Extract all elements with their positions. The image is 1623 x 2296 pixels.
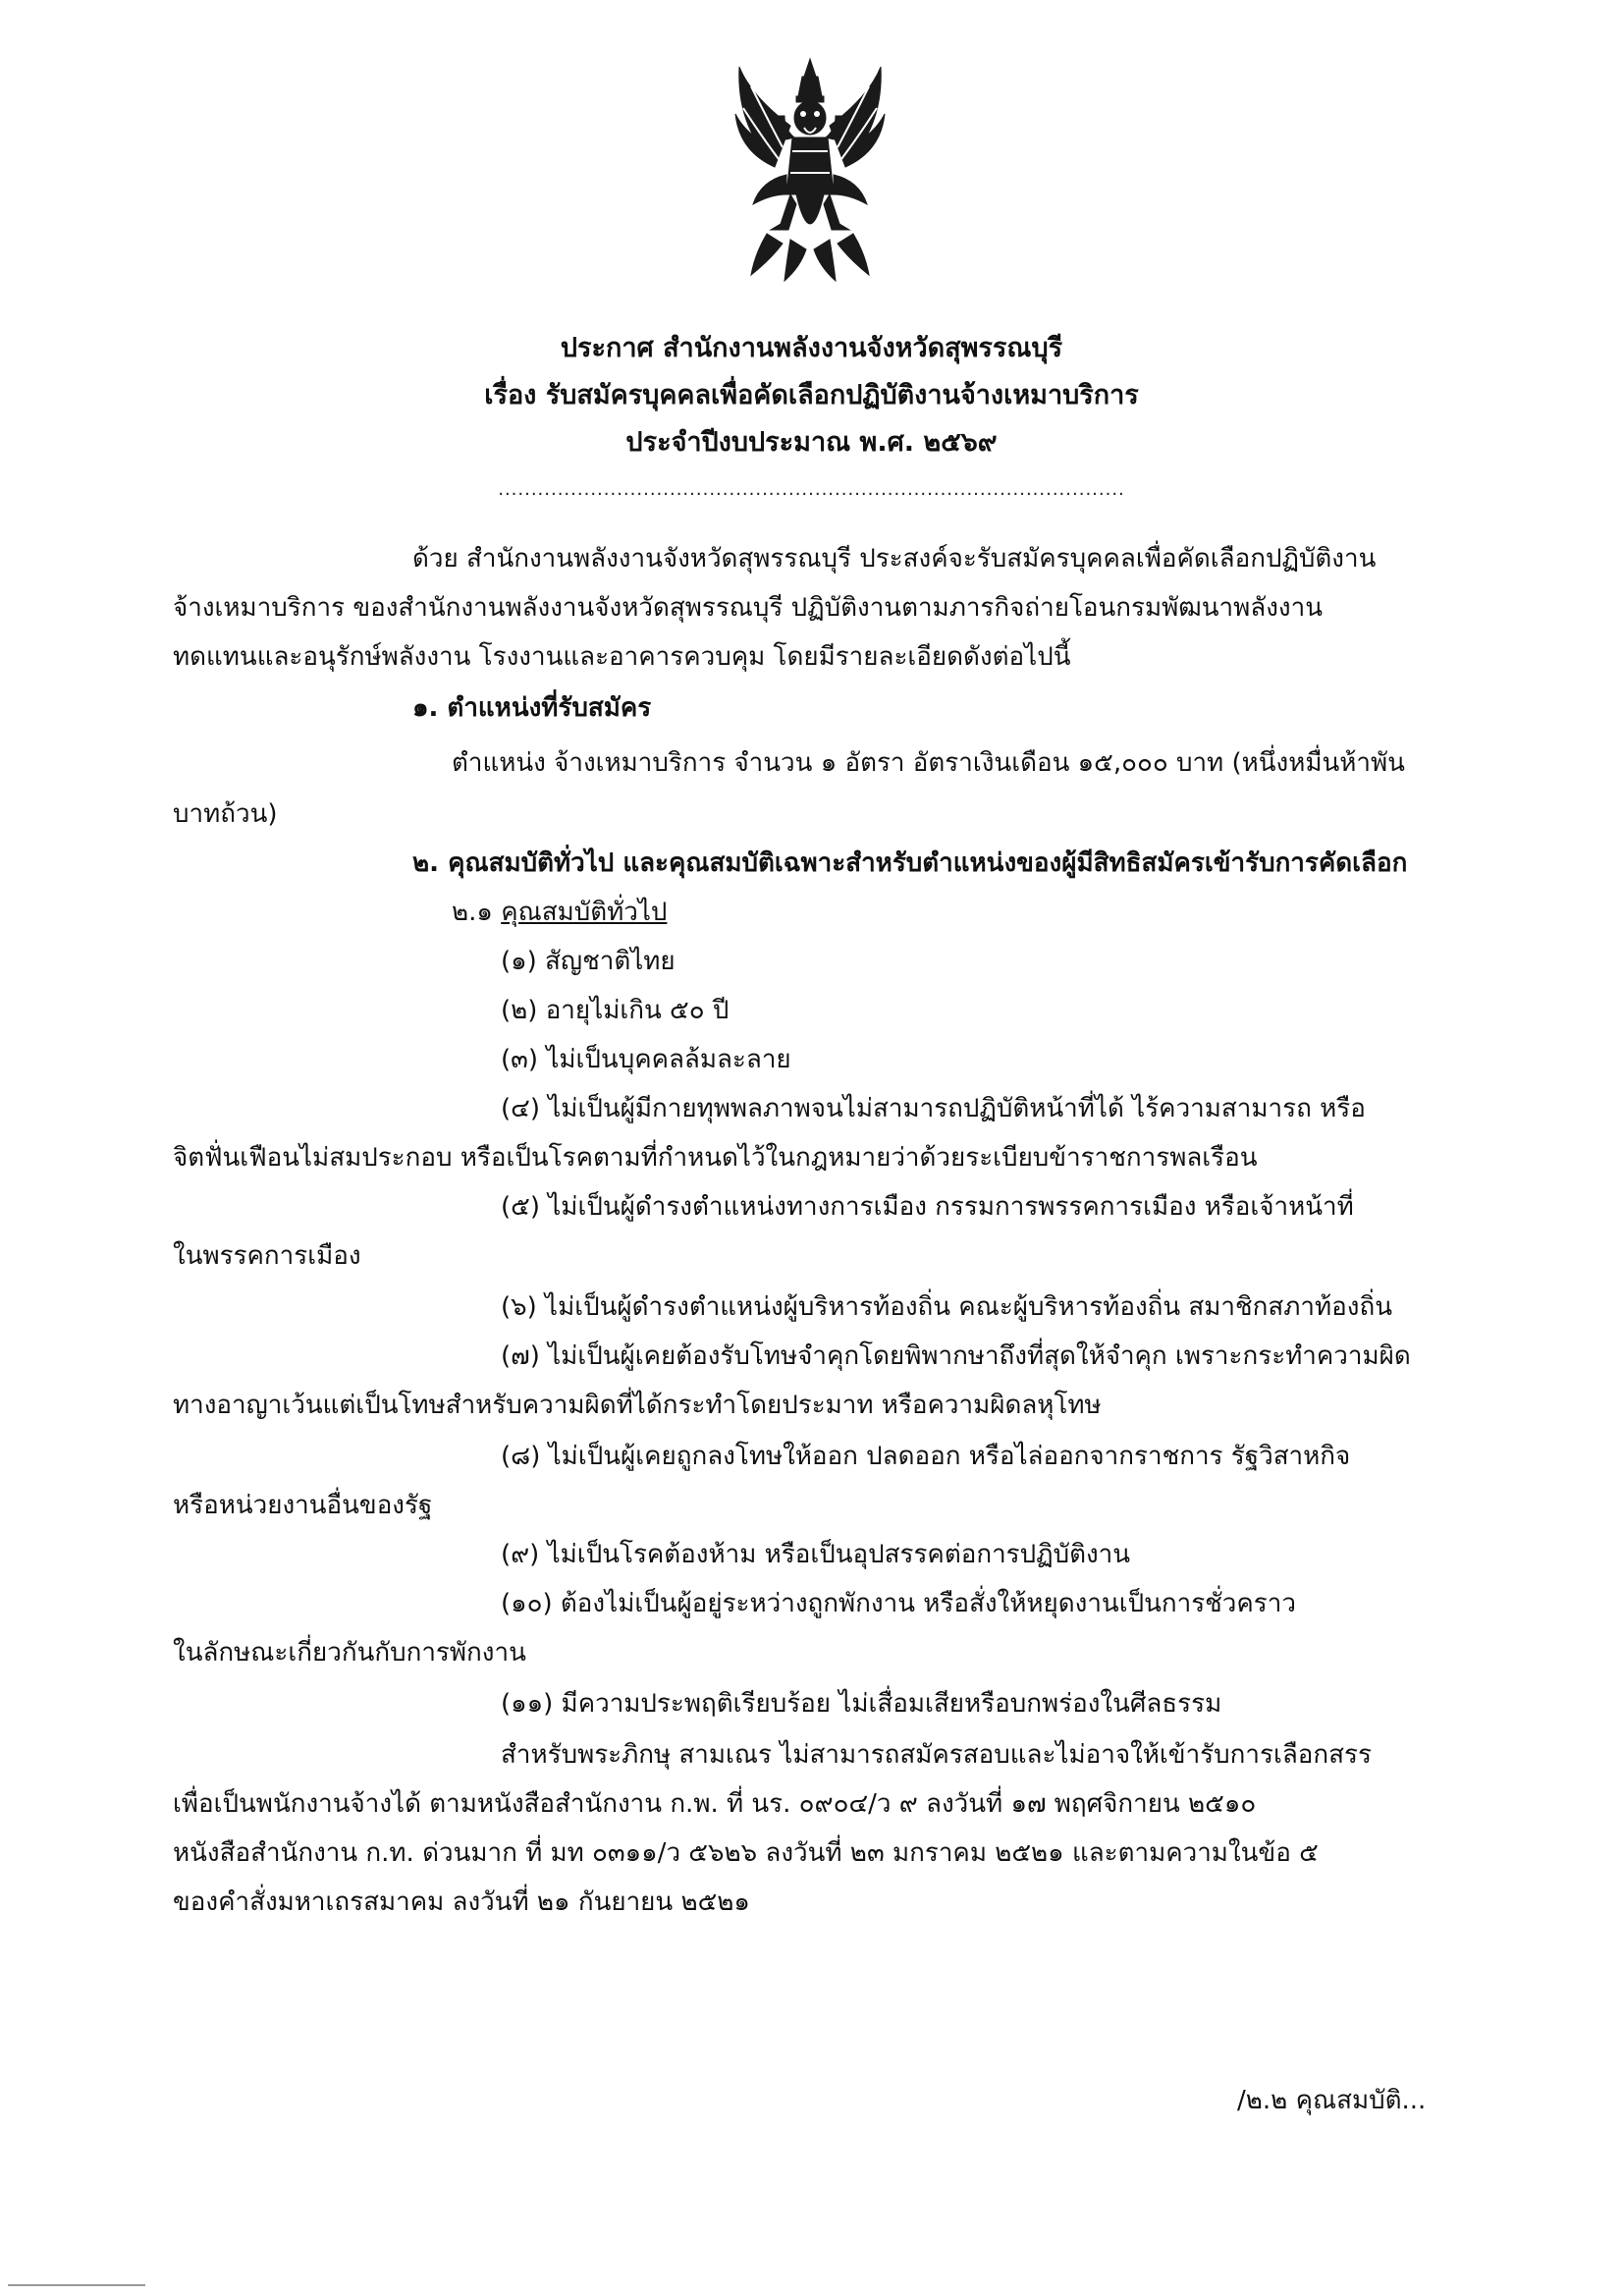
intro-line-1: ด้วย สำนักงานพลังงานจังหวัดสุพรรณบุรี ประสงค์จะรับสมัครบุคคลเพื่อคัดเลือกปฏิบัติงาน [412,544,1377,574]
qualification-item-6: (๖) ไม่เป็นผู้ดำรงตำแหน่งผู้บริหารท้องถิ่น คณะผู้บริหารท้องถิ่น สมาชิกสภาท้องถิ่น [501,1292,1392,1322]
qualification-item-5-cont: ในพรรคการเมือง [173,1241,361,1271]
qualification-item-5: (๕) ไม่เป็นผู้ดำรงตำแหน่งทางการเมือง กรรมการพรรคการเมือง หรือเจ้าหน้าที่ [501,1192,1354,1222]
monk-note-line-2: เพื่อเป็นพนักงานจ้างได้ ตามหนังสือสำนักงาน ก.พ. ที่ นร. ๐๙๐๔/ว ๙ ลงวันที่ ๑๗ พฤศจิกายน ๒๕๑๐ [173,1789,1257,1819]
section-1-text-2: บาทถ้วน) [173,799,278,829]
page-continuation: /๒.๒ คุณสมบัติ... [1237,2086,1427,2115]
monk-note-line-3: หนังสือสำนักงาน ก.ท. ด่วนมาก ที่ มท ๐๓๑๑/ว ๕๖๒๖ ลงวันที่ ๒๓ มกราคม ๒๕๒๑ และตามความในข้อ ๕ [173,1838,1319,1868]
qualification-item-11: (๑๑) มีความประพฤติเรียบร้อย ไม่เสื่อมเสียหรือบกพร่องในศีลธรรม [501,1689,1222,1719]
announcement-title: ประกาศ สำนักงานพลังงานจังหวัดสุพรรณบุรี [560,333,1063,363]
monk-note-line-4: ของคำสั่งมหาเถรสมาคม ลงวันที่ ๒๑ กันยายน ๒๕๒๑ [173,1887,750,1917]
intro-line-2: จ้างเหมาบริการ ของสำนักงานพลังงานจังหวัดสุพรรณบุรี ปฏิบัติงานตามภารกิจถ่ายโอนกรมพัฒนาพลังงาน [173,593,1323,623]
section-1-text-1: ตำแหน่ง จ้างเหมาบริการ จำนวน ๑ อัตรา อัตราเงินเดือน ๑๕,๐๐๐ บาท (หนึ่งหมื่นห้าพัน [452,748,1405,778]
qualification-item-10-cont: ในลักษณะเกี่ยวกันกับการพักงาน [173,1638,526,1667]
qualification-item-7-cont: ทางอาญาเว้นแต่เป็นโทษสำหรับความผิดที่ได้กระทำโดยประมาท หรือความผิดลหุโทษ [173,1391,1102,1420]
subsection-number: ๒.๑ [452,898,493,927]
garuda-emblem [731,57,889,283]
monk-note-line-1: สำหรับพระภิกษุ สามเณร ไม่สามารถสมัครสอบและไม่อาจให้เข้ารับการเลือกสรร [501,1740,1372,1770]
qualification-item-9: (๙) ไม่เป็นโรคต้องห้าม หรือเป็นอุปสรรคต่อการปฏิบัติงาน [501,1540,1131,1569]
scan-edge-mark [8,2284,145,2286]
qualification-item-10: (๑๐) ต้องไม่เป็นผู้อยู่ระหว่างถูกพักงาน หรือสั่งให้หยุดงานเป็นการชั่วคราว [501,1589,1296,1618]
subsection-title: คุณสมบัติทั่วไป [501,898,668,927]
separator-line: ............................................................................................... [498,479,1125,500]
qualification-item-4-cont: จิตฟั่นเฟือนไม่สมประกอบ หรือเป็นโรคตามที่กำหนดไว้ในกฎหมายว่าด้วยระเบียบข้าราชการพลเรือน [173,1143,1258,1173]
qualification-item-7: (๗) ไม่เป็นผู้เคยต้องรับโทษจำคุกโดยพิพากษาถึงที่สุดให้จำคุก เพราะกระทำความผิด [501,1341,1411,1371]
qualification-item-3: (๓) ไม่เป็นบุคคลล้มละลาย [501,1045,791,1074]
subsection-2-1-heading [452,892,667,932]
qualification-item-8-cont: หรือหน่วยงานอื่นของรัฐ [173,1491,433,1520]
qualification-item-8: (๘) ไม่เป็นผู้เคยถูกลงโทษให้ออก ปลดออก หรือไล่ออกจากราชการ รัฐวิสาหกิจ [501,1442,1351,1471]
qualification-item-2: (๒) อายุไม่เกิน ๕๐ ปี [501,996,730,1025]
section-2-title: ๒. คุณสมบัติทั่วไป และคุณสมบัติเฉพาะสำหรับตำแหน่งของผู้มีสิทธิสมัครเข้ารับการคัดเลือก [412,848,1408,878]
section-1-title: ๑. ตำแหน่งที่รับสมัคร [412,693,652,723]
qualification-item-1: (๑) สัญชาติไทย [501,947,676,976]
qualification-item-4: (๔) ไม่เป็นผู้มีกายทุพพลภาพจนไม่สามารถปฏิบัติหน้าที่ได้ ไร้ความสามารถ หรือ [501,1094,1366,1123]
announcement-subject: เรื่อง รับสมัครบุคคลเพื่อคัดเลือกปฏิบัติงานจ้างเหมาบริการ [484,380,1139,410]
intro-line-3: ทดแทนและอนุรักษ์พลังงาน โรงงานและอาคารควบคุม โดยมีรายละเอียดดังต่อไปนี้ [173,642,1071,672]
announcement-fiscal-year: ประจำปีงบประมาณ พ.ศ. ๒๕๖๙ [625,427,998,458]
